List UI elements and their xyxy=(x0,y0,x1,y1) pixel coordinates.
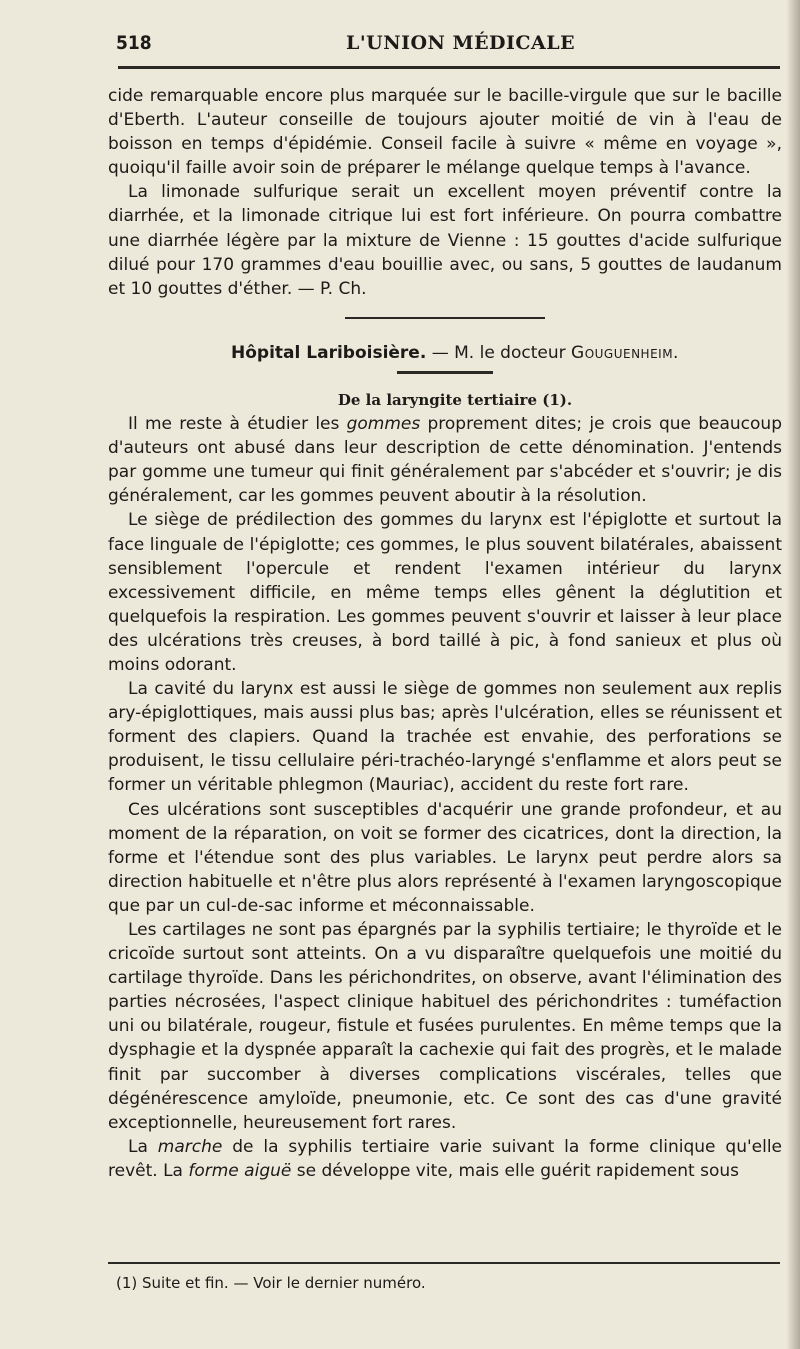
running-title: L'UNION MÉDICALE xyxy=(346,32,576,54)
paragraph-text: de la syphilis tertiaire varie suivant la forme clinique qu'elle revêt. La xyxy=(108,1136,783,1181)
header-rule xyxy=(118,66,780,69)
italic-term: gommes xyxy=(346,414,421,435)
paragraph-text: proprement dites; je crois que beaucoup d'auteurs ont abusé dans leur description de cette dénomination. J'entends par gomme une tumeur qui finit généralement par s'abcéder et s'ouvrir; je dis généralement, car les gommes peuvent aboutir à la résolution. xyxy=(108,414,782,507)
page-edge-shadow xyxy=(786,0,800,1349)
italic-term: forme aiguë xyxy=(188,1160,292,1181)
footnote: (1) Suite et fin. — Voir le dernier numéro. xyxy=(116,1274,426,1292)
italic-term: marche xyxy=(157,1136,223,1157)
paragraph-continued: cide remarquable encore plus marquée sur le bacille-virgule que sur le bacille d'Eberth. L'auteur conseille de toujours ajouter moitié de vin à l'eau de boisson en temps d'épidémie. Conseil facile à suivre « même en voyage », quoiqu'il faille avoir soin de préparer le mélange quelque temps à l'avance. xyxy=(108,86,782,179)
paragraph-text: La xyxy=(128,1136,158,1157)
paragraph-ulcerations: Ces ulcérations sont susceptibles d'acquérir une grande profondeur, et au moment de la réparation, on voit se former des cicatrices, dont la direction, la forme et l'étendue sont des plus variables. Le larynx peut perdre alors sa direction habituelle et n'être plus alors représenté à l'examen laryngoscopique que par un cul-de-sac informe et méconnaissable. xyxy=(108,799,782,916)
hospital-heading xyxy=(108,341,782,365)
paragraph-text: se développe vite, mais elle guérit rapidement sous xyxy=(291,1160,739,1181)
hospital-name: Hôpital Lariboisière. xyxy=(231,342,427,363)
paragraph-text: Il me reste à étudier les xyxy=(128,414,347,435)
paragraph-limonade: La limonade sulfurique serait un excellent moyen préventif contre la diarrhée, et la limonade citrique lui est fort inférieure. On pourra combattre une diarrhée légère par la mixture de Vienne : 15 gouttes d'acide sulfurique dilué pour 170 grammes d'eau bouillie avec, ou sans, 5 gouttes de laudanum et 10 gouttes d'éther. — P. Ch. xyxy=(108,182,782,299)
doctor-name: Gouguenheim. xyxy=(571,342,679,363)
paragraph-marche xyxy=(108,1135,782,1183)
hospital-separator: — M. le docteur xyxy=(426,342,572,363)
paragraph-epiglotte: Le siège de prédilection des gommes du larynx est l'épiglotte et surtout la face linguale de l'épiglotte; ces gommes, le plus souvent bilatérales, abaissent sensiblement l'opercule et rendent l'examen intérieur du larynx excessivement difficile, en même temps elles gênent la déglutition et quelquefois la respiration. Les gommes peuvent s'ouvrir et laisser à leur place des ulcérations très creuses, à bord taillé à pic, à fond sanieux et plus où moins odorant. xyxy=(108,510,782,675)
page-header xyxy=(108,32,780,60)
footnote-rule xyxy=(108,1262,780,1264)
body-text xyxy=(108,84,782,1183)
paragraph-cavite: La cavité du larynx est aussi le siège de gommes non seulement aux replis ary-épiglottiques, mais aussi plus bas; après l'ulcération, elles se réunissent et forment des clapiers. Quand la trachée est envahie, des perforations se produisent, le tissu cellulaire péri-trachéo-laryngé s'enflamme et alors peut se former un véritable phlegmon (Mauriac), accident du reste fort rare. xyxy=(108,679,782,796)
paragraph-gommes xyxy=(108,412,782,508)
heading-rule xyxy=(397,371,493,374)
paragraph-cartilages: Les cartilages ne sont pas épargnés par la syphilis tertiaire; le thyroïde et le cricoïde surtout sont atteints. On a vu disparaître quelquefois une moitié du cartilage thyroïde. Dans les périchondrites, on observe, avant l'élimination des parties nécrosées, l'aspect clinique habituel des périchondrites : tuméfaction uni ou bilatérale, rougeur, fistule et fusées purulentes. En même temps que la dysphagie et la dyspnée apparaît la cachexie qui fait des progrès, et le malade finit par succomber à diverses complications viscérales, telles que dégénérescence amyloïde, pneumonie, etc. Ce sont des cas d'une gravité exceptionnelle, heureusement fort rares. xyxy=(108,920,782,1133)
page-number: 518 xyxy=(116,32,152,54)
section-separator xyxy=(345,317,545,319)
section-title: De la laryngite tertiaire (1). xyxy=(337,390,573,409)
